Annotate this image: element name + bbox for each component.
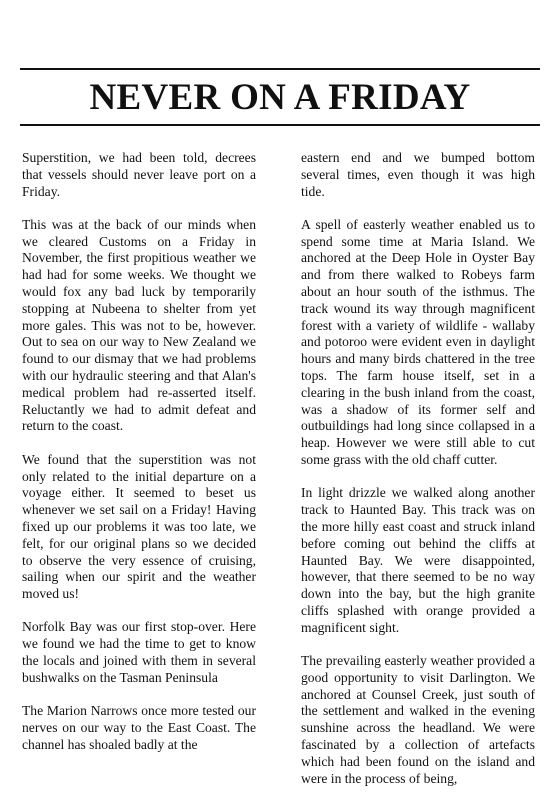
paragraph: Superstition, we had been told, decrees that vessels should never leave port on a Friday.	[22, 150, 256, 199]
article-title: NEVER ON A FRIDAY	[89, 77, 471, 118]
left-column	[22, 150, 256, 770]
title-top-rule	[20, 68, 540, 70]
paragraph: The prevailing easterly weather provided a good opportunity to visit Darlington. We anchored at Counsel Creek, just south of the settlement and walked in the evening sunshine across the headland. We were fascinated by a collection of artefacts which had been found on the island and were in the process of being,	[301, 653, 535, 786]
paragraph: We found that the superstition was not only related to the initial departure on a voyage either. It seemed to beset us whenever we set sail on a Friday! Having fixed up our problems it was too late, we felt, for our original plans so we decided to observe the very essence of cruising, sailing when our spirit and the weather moved us!	[22, 451, 256, 602]
title-bottom-rule	[20, 124, 540, 126]
right-column	[301, 150, 535, 804]
paragraph: This was at the back of our minds when we cleared Customs on a Friday in November, the first propitious weather we had had for some weeks. We thought we would fox any bad luck by temporarily stopping at Nubeena to shelter from yet more gales. This was not to be, however. Out to sea on our way to New Zealand we found to our dismay that we had problems with our hydraulic steering and that Alan's medical problem had re-asserted itself. Reluctantly we had to admit defeat and return to the coast.	[22, 216, 256, 434]
paragraph: eastern end and we bumped bottom several times, even though it was high tide.	[301, 150, 535, 199]
paragraph: A spell of easterly weather enabled us to spend some time at Maria Island. We anchored at the Deep Hole in Oyster Bay and from there walked to Robeys farm about an hour south of the isthmus. The track wound its way through magnificent forest with a variety of wildlife - wallaby and potoroo were evident even in daylight hours and many birds chattered in the tree tops. The farm house itself, set in a clearing in the bush inland from the coast, was a shadow of its former self and outbuildings had long since collapsed in a heap. However we were still able to cut some grass with the old chaff cutter.	[301, 216, 535, 468]
paragraph: In light drizzle we walked along another track to Haunted Bay. This track was on the more hilly east coast and struck inland before coming out behind the cliffs at Haunted Bay. We were disappointed, however, that there seemed to be no way down into the bay, but the high granite cliffs splashed with orange provided a magnificent sight.	[301, 485, 535, 635]
paragraph: Norfolk Bay was our first stop-over. Here we found we had the time to get to know the locals and joined with them in several bushwalks on the Tasman Peninsula	[22, 619, 256, 685]
paragraph: The Marion Narrows once more tested our nerves on our way to the East Coast. The channel has shoaled badly at the	[22, 703, 256, 752]
